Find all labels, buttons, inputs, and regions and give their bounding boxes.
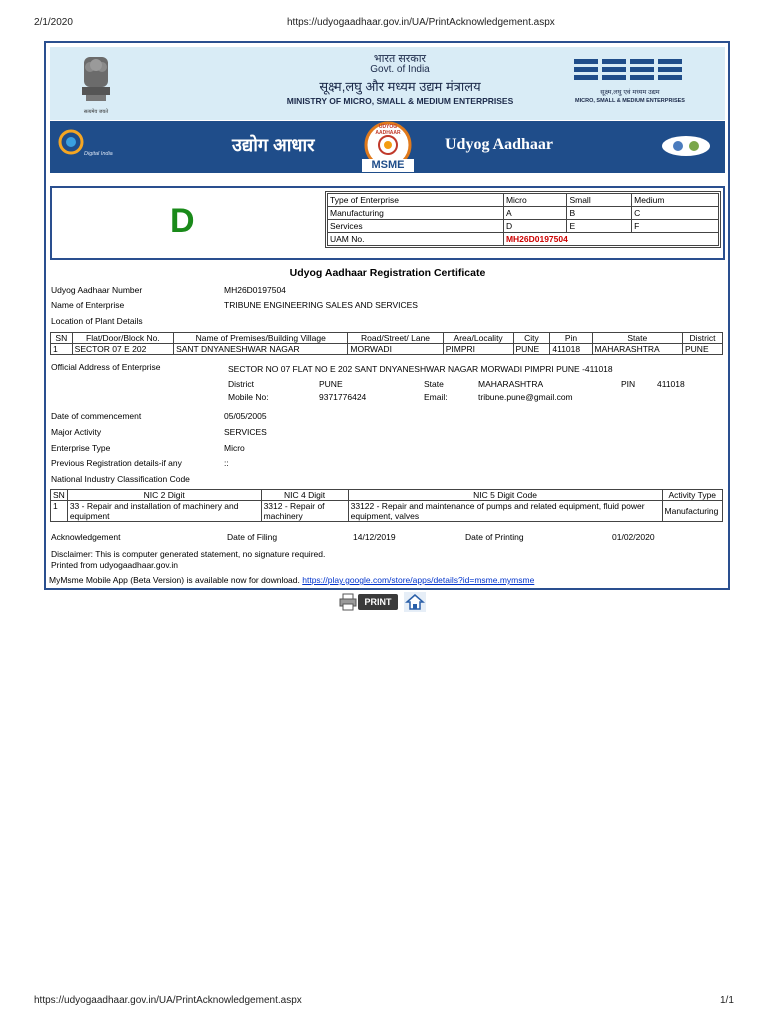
plant-table-cell: SECTOR 07 E 202 — [72, 344, 173, 355]
plant-location-label: Location of Plant Details — [51, 316, 143, 326]
seal-msme-text: MSME — [371, 159, 405, 171]
grade-table-cell: F — [632, 220, 719, 233]
seal-top-text: UDYOG AADHAAR — [375, 124, 401, 136]
enterprise-type-value: Micro — [224, 443, 245, 453]
grade-table-cell: B — [567, 207, 632, 220]
uam-value: MH26D0197504 — [503, 233, 718, 246]
email-label: Email: — [424, 392, 448, 402]
grade-table-cell: Services — [328, 220, 504, 233]
nic-table-header: Activity Type — [662, 490, 722, 501]
printer-icon[interactable] — [339, 593, 357, 611]
grade-table-row — [328, 207, 719, 220]
grade-table-cell: Medium — [632, 194, 719, 207]
national-emblem-icon — [76, 53, 116, 113]
filing-date-value: 14/12/2019 — [353, 532, 396, 542]
enterprise-name-value: TRIBUNE ENGINEERING SALES AND SERVICES — [224, 300, 418, 310]
play-store-link[interactable]: https://play.google.com/store/apps/details?id=msme.mymsme — [302, 575, 535, 585]
msme-sub-hindi: सूक्ष्म,लघु एवं मध्यम उद्यम — [600, 89, 660, 96]
commencement-value: 05/05/2005 — [224, 411, 267, 421]
nic-table-cell: Manufacturing — [662, 501, 722, 522]
nic-table-cell: 33 - Repair and installation of machinery and equipment — [67, 501, 261, 522]
official-address-label: Official Address of Enterprise — [51, 362, 161, 372]
grade-table-cell: Manufacturing — [328, 207, 504, 220]
digital-india-icon — [58, 129, 84, 155]
plant-table-cell: PIMPRI — [443, 344, 513, 355]
printing-date-value: 01/02/2020 — [612, 532, 655, 542]
district-value: PUNE — [319, 379, 343, 389]
plant-table-header: Pin — [550, 333, 592, 344]
ministry-hindi: सूक्ष्म,लघु और मध्यम उद्यम मंत्रालय — [319, 79, 481, 94]
major-activity-label: Major Activity — [51, 427, 102, 437]
plant-details-table — [50, 332, 723, 355]
grade-table-cell: A — [503, 207, 567, 220]
grade-table-wrapper — [325, 191, 721, 248]
certificate-title: Udyog Aadhaar Registration Certificate — [289, 267, 486, 279]
home-button[interactable] — [404, 592, 426, 612]
plant-table-cell: MAHARASHTRA — [592, 344, 682, 355]
state-label: State — [424, 379, 444, 389]
plant-table-header: District — [683, 333, 723, 344]
pin-value: 411018 — [657, 379, 685, 389]
plant-table-header: Name of Premises/Building Village — [174, 333, 348, 344]
printing-date-label: Date of Printing — [465, 532, 524, 542]
mobile-value: 9371776424 — [319, 392, 367, 402]
plant-table-cell: PUNE — [683, 344, 723, 355]
udyog-english-title: Udyog Aadhaar — [445, 136, 554, 153]
nic-table-cell: 33122 - Repair and maintenance of pumps and related equipment, fluid power equipment, valves — [348, 501, 662, 522]
plant-table-cell: PUNE — [513, 344, 550, 355]
mobile-app-notice — [49, 575, 534, 585]
grade-letter: D — [170, 202, 195, 240]
plant-table-header: Road/Street/ Lane — [348, 333, 443, 344]
official-address-value: SECTOR NO 07 FLAT NO E 202 SANT DNYANESHWAR NAGAR MORWADI PIMPRI PUNE -411018 — [228, 364, 613, 374]
district-label: District — [228, 379, 254, 389]
udyog-hindi-title: उद्योग आधार — [232, 135, 315, 155]
plant-table-header: City — [513, 333, 550, 344]
uam-label: UAM No. — [328, 233, 504, 246]
major-activity-value: SERVICES — [224, 427, 267, 437]
gov-line-hindi: भारत सरकार — [373, 53, 427, 65]
grade-table-row — [328, 194, 719, 207]
grade-table-cell: D — [503, 220, 567, 233]
nic-label: National Industry Classification Code — [51, 474, 190, 484]
footer-url: https://udyogaadhaar.gov.in/UA/PrintAcknowledgement.aspx — [34, 995, 302, 1006]
nic-table — [50, 489, 723, 522]
plant-table-cell: MORWADI — [348, 344, 443, 355]
grade-table-cell: Type of Enterprise — [328, 194, 504, 207]
government-banner — [50, 47, 725, 120]
make-in-india-icon — [658, 133, 714, 159]
grade-table — [327, 193, 719, 246]
nic-table-header: SN — [51, 490, 68, 501]
commencement-label: Date of commencement — [51, 411, 142, 421]
mobile-app-text: MyMsme Mobile App (Beta Version) is available now for download. — [49, 575, 300, 585]
print-date: 2/1/2020 — [34, 17, 73, 28]
printed-from-text: Printed from udyogaadhaar.gov.in — [51, 560, 178, 570]
state-value: MAHARASHTRA — [478, 379, 544, 389]
aadhaar-number-label: Udyog Aadhaar Number — [51, 285, 143, 295]
plant-table-cell: 1 — [51, 344, 73, 355]
aadhaar-number-value: MH26D0197504 — [224, 285, 286, 295]
msme-logo-icon — [570, 55, 690, 85]
acknowledgement-label: Acknowledgement — [51, 532, 121, 542]
grade-table-cell: C — [632, 207, 719, 220]
previous-registration-value: :: — [224, 458, 229, 468]
nic-table-header: NIC 2 Digit — [67, 490, 261, 501]
nic-table-header: NIC 5 Digit Code — [348, 490, 662, 501]
msme-sub-english: MICRO, SMALL & MEDIUM ENTERPRISES — [575, 98, 685, 104]
nic-table-header: NIC 4 Digit — [261, 490, 348, 501]
udyog-aadhaar-banner — [50, 121, 725, 173]
home-icon — [404, 592, 426, 612]
digital-india-label: Digital India — [84, 151, 113, 157]
plant-table-header: State — [592, 333, 682, 344]
plant-table-header: Flat/Door/Block No. — [72, 333, 173, 344]
plant-table-cell: SANT DNYANESHWAR NAGAR — [174, 344, 348, 355]
print-url: https://udyogaadhaar.gov.in/UA/PrintAcknowledgement.aspx — [287, 17, 555, 28]
ministry-english: MINISTRY OF MICRO, SMALL & MEDIUM ENTERPRISES — [286, 96, 514, 106]
grade-table-row — [328, 220, 719, 233]
grade-table-cell: Micro — [503, 194, 567, 207]
email-value: tribune.pune@gmail.com — [478, 392, 573, 402]
grade-table-cell: Small — [567, 194, 632, 207]
enterprise-type-label: Enterprise Type — [51, 443, 111, 453]
disclaimer-text: Disclaimer: This is computer generated statement, no signature required. — [51, 549, 326, 559]
plant-table-cell: 411018 — [550, 344, 592, 355]
plant-table-header: SN — [51, 333, 73, 344]
emblem-caption: सत्यमेव जयते — [83, 109, 109, 115]
enterprise-grade-box — [50, 186, 725, 260]
page-count: 1/1 — [720, 995, 734, 1006]
grade-table-cell: E — [567, 220, 632, 233]
filing-date-label: Date of Filing — [227, 532, 278, 542]
enterprise-name-label: Name of Enterprise — [51, 300, 125, 310]
nic-table-cell: 1 — [51, 501, 68, 522]
nic-table-cell: 3312 - Repair of machinery — [261, 501, 348, 522]
pin-label: PIN — [621, 379, 636, 389]
mobile-label: Mobile No: — [228, 392, 269, 402]
previous-registration-label: Previous Registration details-if any — [51, 458, 182, 468]
plant-table-header: Area/Locality — [443, 333, 513, 344]
gov-line-english: Govt. of India — [370, 64, 430, 75]
print-button[interactable]: PRINT — [358, 594, 398, 610]
